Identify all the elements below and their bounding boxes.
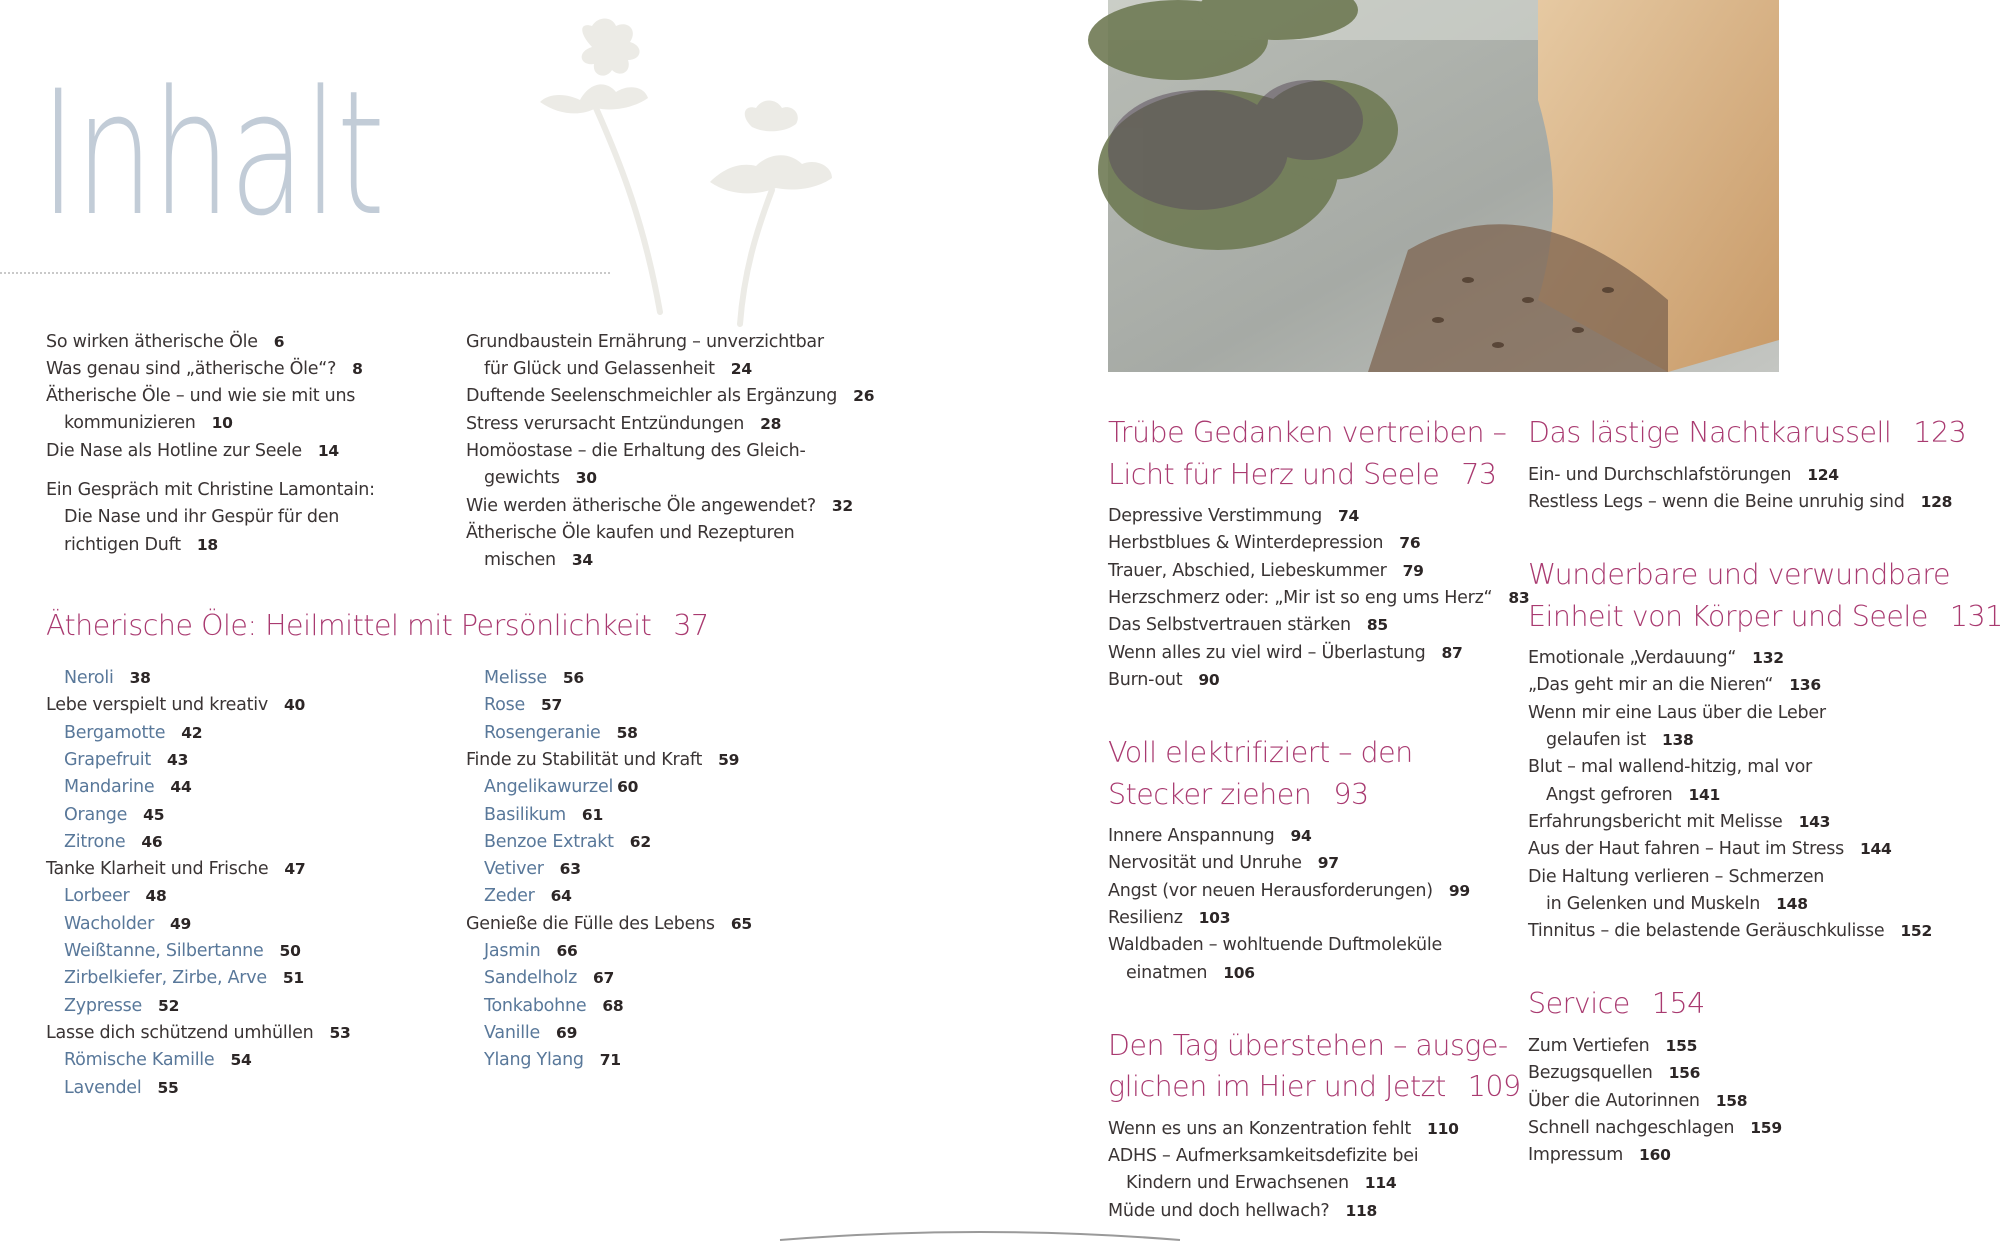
page-number: 71 xyxy=(599,1051,621,1070)
section-title: Wunderbare und verwundbare xyxy=(1528,558,1950,592)
section-title: Voll elektrifiziert – den xyxy=(1108,736,1413,770)
page-number: 48 xyxy=(145,887,167,906)
toc-subentry[interactable] xyxy=(484,665,584,692)
toc-subentry[interactable] xyxy=(484,692,562,719)
page-number: 87 xyxy=(1441,643,1463,662)
page-number: 85 xyxy=(1366,616,1388,635)
page-number: 74 xyxy=(1338,507,1360,525)
section-heading[interactable] xyxy=(1108,1025,1521,1108)
entry-title: Innere Anspannung xyxy=(1108,826,1275,847)
page-number: 118 xyxy=(1345,1201,1378,1220)
entry-title: Lavendel xyxy=(64,1077,142,1098)
page-number: 59 xyxy=(718,750,740,769)
entry-title: Müde und doch hellwach? xyxy=(1108,1200,1330,1221)
entry-title: Lebe verspielt und kreativ xyxy=(46,695,268,716)
page-number: 53 xyxy=(329,1023,351,1042)
page-number: 60 xyxy=(617,778,639,797)
toc-entry[interactable] xyxy=(1108,667,1219,694)
entry-title: Rosengeranie xyxy=(484,722,601,743)
page-number: 128 xyxy=(1920,492,1953,511)
entry-title: Wacholder xyxy=(64,913,155,934)
entry-title: Wenn alles zu viel wird – Überlastung xyxy=(1108,642,1426,663)
section-page-number: 73 xyxy=(1461,457,1497,491)
toc-entry[interactable] xyxy=(1528,1142,1671,1169)
page-number: 63 xyxy=(559,860,581,879)
toc-subentry[interactable] xyxy=(64,720,202,747)
page-number: 99 xyxy=(1448,881,1470,900)
page-number: 156 xyxy=(1668,1064,1701,1083)
toc-entry[interactable] xyxy=(1528,645,1784,672)
entry-title: Grapefruit xyxy=(64,749,152,770)
page-number: 158 xyxy=(1715,1091,1748,1110)
toc-entry[interactable]: Ätherische Öle kaufen und Rezepturen mischen 34 xyxy=(466,523,795,571)
page-number: 45 xyxy=(143,805,165,824)
hero-photo xyxy=(1108,0,1779,372)
entry-title: Sandelholz xyxy=(484,968,578,989)
toc-entry[interactable]: Duftende Seelenschmeichler als Ergänzung 26 xyxy=(466,386,875,406)
toc-entry[interactable] xyxy=(1528,489,1952,516)
section-heading-oils[interactable]: Ätherische Öle: Heilmittel mit Persönlichkeit 37 xyxy=(46,609,709,642)
toc-entry[interactable] xyxy=(1528,918,1932,945)
page-number: 143 xyxy=(1798,812,1831,831)
entry-title: Die Haltung verlieren – Schmerzen xyxy=(1528,866,1825,887)
entry-continuation xyxy=(1528,727,1826,754)
entry-continuation xyxy=(1108,960,1442,987)
page-number: 66 xyxy=(556,942,578,960)
page-number: 90 xyxy=(1198,670,1220,689)
toc-entry[interactable] xyxy=(466,747,739,774)
toc-entry[interactable] xyxy=(1108,905,1230,932)
page-number: 132 xyxy=(1752,649,1784,668)
page-number: 144 xyxy=(1859,840,1892,859)
toc-entry[interactable] xyxy=(46,1020,351,1047)
page-number: 55 xyxy=(157,1078,179,1097)
toc-subentry[interactable] xyxy=(484,802,603,829)
toc-entry[interactable] xyxy=(1528,1060,1700,1087)
page-edge-arc xyxy=(780,1228,1180,1248)
page-number: 148 xyxy=(1776,894,1808,913)
page-number: 43 xyxy=(167,750,189,769)
page-number: 94 xyxy=(1290,827,1312,846)
toc-subentry[interactable] xyxy=(484,1047,621,1074)
toc-subentry[interactable] xyxy=(64,774,192,801)
entry-title: Ein- und Durchschlafstörungen xyxy=(1528,464,1792,485)
entry-title: Erfahrungsbericht mit Melisse xyxy=(1528,811,1783,832)
section-page-number: 123 xyxy=(1913,416,1967,449)
toc-entry[interactable] xyxy=(1528,462,1839,489)
entry-title-cont: gelaufen ist xyxy=(1546,729,1646,750)
page-number: 50 xyxy=(279,942,301,960)
entry-title: Trauer, Abschied, Liebeskummer xyxy=(1108,560,1387,581)
page-number: 38 xyxy=(129,669,151,687)
entry-title: Waldbaden – wohltuende Duftmoleküle xyxy=(1108,935,1443,956)
toc-subentry[interactable] xyxy=(484,993,623,1020)
page-number: 57 xyxy=(540,696,563,715)
page-number: 62 xyxy=(629,832,651,851)
page-number: 155 xyxy=(1665,1036,1698,1055)
page-number: 52 xyxy=(158,996,180,1015)
flower-illustration xyxy=(520,12,860,332)
section-title: Den Tag überstehen – ausge- xyxy=(1108,1028,1508,1062)
toc-entry[interactable] xyxy=(1108,558,1424,585)
entry-title: Restless Legs – wenn die Beine unruhig sind xyxy=(1528,491,1905,512)
toc-entry[interactable] xyxy=(1108,823,1312,850)
toc-entry[interactable]: Grundbaustein Ernährung – unverzichtbar für Glück und Gelassenheit 24 xyxy=(466,332,824,380)
toc-subentry[interactable] xyxy=(64,965,304,992)
page-number: 114 xyxy=(1364,1174,1397,1193)
entry-title: Blut – mal wallend-hitzig, mal vor xyxy=(1528,757,1812,778)
entry-title: „Das geht mir an die Nieren“ xyxy=(1528,675,1774,696)
entry-title: Nervosität und Unruhe xyxy=(1108,853,1302,874)
section-title: Das lästige Nachtkarussell xyxy=(1528,416,1892,449)
toc-subentry[interactable] xyxy=(64,911,191,938)
page-title: Inhalt xyxy=(40,53,384,254)
toc-subentry[interactable] xyxy=(484,883,572,910)
page-number: 42 xyxy=(181,723,203,742)
entry-title: Impressum xyxy=(1528,1145,1624,1166)
entry-title: Zum Vertiefen xyxy=(1528,1035,1650,1056)
page-number: 136 xyxy=(1789,676,1821,695)
entry-title: Emotionale „Verdauung“ xyxy=(1528,648,1737,669)
toc-entry[interactable]: Die Nase als Hotline zur Seele 14 xyxy=(46,441,339,461)
entry-title: Ylang Ylang xyxy=(484,1050,584,1071)
page-number: 79 xyxy=(1402,561,1424,580)
section-title: Trübe Gedanken vertreiben – xyxy=(1108,416,1507,449)
entry-continuation xyxy=(1528,782,1812,809)
toc-entry[interactable] xyxy=(1108,585,1529,612)
toc-subentry[interactable] xyxy=(64,938,301,965)
entry-title: Über die Autorinnen xyxy=(1528,1090,1700,1111)
toc-entry[interactable] xyxy=(1528,754,1812,809)
toc-entry[interactable]: Ätherische Öle – und wie sie mit uns kommunizieren 10 xyxy=(46,386,356,434)
entry-title: Schnell nachgeschlagen xyxy=(1528,1117,1735,1138)
entry-title: Tanke Klarheit und Frische xyxy=(46,859,269,880)
entry-title: Weißtanne, Silbertanne xyxy=(64,941,264,961)
entry-title: Orange xyxy=(64,804,128,825)
section-page-number: 131 xyxy=(1949,599,2003,633)
toc-subentry[interactable] xyxy=(484,720,638,747)
toc-entry[interactable] xyxy=(1528,809,1830,836)
entry-title: Melisse xyxy=(484,668,547,688)
toc-subentry[interactable] xyxy=(64,747,188,774)
entry-title: Angelikawurzel xyxy=(484,777,614,798)
page-number: 124 xyxy=(1807,465,1839,484)
entry-title: Zypresse xyxy=(64,995,143,1016)
entry-title: Lorbeer xyxy=(64,886,130,907)
page-number: 65 xyxy=(730,914,752,933)
toc-entry[interactable]: Wie werden ätherische Öle angewendet? 32 xyxy=(466,496,853,516)
toc-entry[interactable] xyxy=(1108,1116,1459,1143)
entry-title: Neroli xyxy=(64,668,114,688)
page-number: 160 xyxy=(1639,1146,1671,1165)
entry-title: Basilikum xyxy=(484,804,566,825)
toc-entry[interactable] xyxy=(1528,1033,1697,1060)
entry-title: Zitrone xyxy=(64,831,126,852)
toc-entry[interactable] xyxy=(466,911,752,938)
toc-entry[interactable] xyxy=(1528,1088,1747,1115)
toc-entry[interactable]: Was genau sind „ätherische Öle“? 8 xyxy=(46,359,363,379)
toc-entry[interactable] xyxy=(1528,836,1892,863)
toc-entry[interactable] xyxy=(46,856,305,883)
page-number: 68 xyxy=(602,996,624,1015)
page-number: 83 xyxy=(1508,588,1530,607)
toc-entry[interactable] xyxy=(1108,612,1388,639)
toc-subentry[interactable] xyxy=(484,774,638,801)
page-number: 69 xyxy=(556,1023,578,1042)
toc-subentry[interactable] xyxy=(64,802,164,829)
page-number: 110 xyxy=(1427,1119,1459,1138)
page-number: 61 xyxy=(581,805,603,824)
toc-entry[interactable] xyxy=(1528,700,1826,755)
entry-title: Wenn mir eine Laus über die Leber xyxy=(1528,702,1826,723)
toc-entry[interactable]: Homöostase – die Erhaltung des Gleich- gewichts 30 xyxy=(466,441,806,489)
page-number: 51 xyxy=(282,969,304,988)
entry-title: Herzschmerz oder: „Mir ist so eng ums Herz“ xyxy=(1108,587,1493,608)
section-title: Service xyxy=(1528,987,1630,1021)
page-number: 64 xyxy=(550,887,572,906)
page-number: 141 xyxy=(1688,785,1721,804)
page-number: 54 xyxy=(230,1051,252,1070)
entry-title: Aus der Haut fahren – Haut im Stress xyxy=(1528,839,1844,860)
toc-entry[interactable] xyxy=(1108,503,1359,530)
toc-subentry[interactable] xyxy=(484,829,651,856)
section-heading[interactable] xyxy=(1528,412,1966,454)
page-number: 138 xyxy=(1661,730,1694,749)
toc-subentry[interactable] xyxy=(64,993,179,1020)
entry-title: Burn-out xyxy=(1108,669,1183,690)
entry-title: Bezugsquellen xyxy=(1528,1063,1653,1084)
page-number: 97 xyxy=(1317,854,1339,873)
entry-continuation xyxy=(1108,1170,1418,1197)
entry-continuation xyxy=(1528,891,1824,918)
entry-title: Rose xyxy=(484,695,525,716)
page-number: 56 xyxy=(562,669,584,687)
toc-subentry[interactable] xyxy=(64,883,167,910)
section-heading[interactable] xyxy=(1108,732,1413,815)
toc-entry[interactable] xyxy=(1108,1143,1418,1198)
entry-title: Benzoe Extrakt xyxy=(484,831,614,852)
page-number: 44 xyxy=(170,778,192,797)
page-number: 159 xyxy=(1750,1118,1782,1137)
section-heading[interactable] xyxy=(1108,412,1506,495)
section-page-number: 93 xyxy=(1333,777,1369,811)
toc-entry[interactable] xyxy=(46,692,305,719)
page-number: 103 xyxy=(1198,909,1231,927)
toc-entry[interactable]: Ein Gespräch mit Christine Lamontain: Die Nase und ihr Gespür für den richtigen Duft 18 xyxy=(46,480,375,555)
toc-subentry[interactable] xyxy=(64,1075,179,1102)
toc-subentry[interactable] xyxy=(484,1020,577,1047)
toc-entry[interactable] xyxy=(1108,1198,1377,1225)
page-number: 58 xyxy=(616,723,638,742)
entry-title: Angst (vor neuen Herausforderungen) xyxy=(1108,880,1433,901)
entry-title: Resilienz xyxy=(1108,908,1183,928)
entry-title: Tinnitus – die belastende Geräuschkulisse xyxy=(1528,921,1885,942)
toc-entry[interactable] xyxy=(1108,932,1442,987)
toc-entry[interactable] xyxy=(1108,878,1470,905)
toc-entry[interactable] xyxy=(1108,850,1339,877)
entry-title: Genieße die Fülle des Lebens xyxy=(466,913,715,934)
toc-subentry[interactable] xyxy=(484,938,578,965)
toc-entry[interactable]: Stress verursacht Entzündungen 28 xyxy=(466,414,782,434)
entry-title: Zirbelkiefer, Zirbe, Arve xyxy=(64,968,267,989)
entry-title: Vetiver xyxy=(484,859,544,880)
entry-title-cont: Kindern und Erwachsenen xyxy=(1126,1173,1349,1194)
entry-title: Depressive Verstimmung xyxy=(1108,506,1323,526)
title-divider xyxy=(0,272,610,274)
entry-title: Jasmin xyxy=(484,941,541,961)
section-title-line2: Einheit von Körper und Seele xyxy=(1528,599,1928,633)
section-page-number: 154 xyxy=(1651,987,1705,1021)
page-number: 152 xyxy=(1900,922,1932,941)
page-number: 40 xyxy=(283,696,306,715)
section-heading[interactable] xyxy=(1528,554,2003,637)
entry-title: Herbstblues & Winterdepression xyxy=(1108,533,1384,554)
section-page-number: 109 xyxy=(1467,1070,1521,1104)
section-title-line2: Licht für Herz und Seele xyxy=(1108,457,1440,491)
entry-title: Vanille xyxy=(484,1022,541,1043)
entry-title: Zeder xyxy=(484,886,535,907)
entry-title: Wenn es uns an Konzentration fehlt xyxy=(1108,1118,1412,1139)
toc-entry[interactable] xyxy=(1528,1115,1782,1142)
entry-title: Mandarine xyxy=(64,777,155,798)
entry-title-cont: Angst gefroren xyxy=(1546,784,1673,805)
toc-subentry[interactable] xyxy=(64,1047,252,1074)
section-title-line2: Stecker ziehen xyxy=(1108,777,1312,811)
toc-subentry[interactable] xyxy=(64,829,162,856)
page-number: 67 xyxy=(593,969,615,988)
section-heading[interactable] xyxy=(1528,983,1705,1025)
toc-subentry[interactable] xyxy=(484,856,581,883)
entry-title: Das Selbstvertrauen stärken xyxy=(1108,615,1351,636)
page-number: 106 xyxy=(1223,963,1255,982)
page-number: 46 xyxy=(141,832,163,851)
entry-title: Finde zu Stabilität und Kraft xyxy=(466,749,703,770)
toc-entry[interactable] xyxy=(1108,640,1463,667)
toc-subentry[interactable] xyxy=(64,665,151,692)
entry-title: ADHS – Aufmerksamkeitsdefizite bei xyxy=(1108,1146,1419,1167)
page-number: 49 xyxy=(170,914,192,933)
entry-title: Römische Kamille xyxy=(64,1050,215,1071)
toc-entry[interactable] xyxy=(1528,864,1824,919)
page-number: 47 xyxy=(284,860,306,879)
toc-entry[interactable]: So wirken ätherische Öle 6 xyxy=(46,332,285,352)
entry-title-cont: einatmen xyxy=(1126,962,1208,983)
toc-subentry[interactable] xyxy=(484,965,614,992)
toc-entry[interactable] xyxy=(1108,530,1420,557)
entry-title: Tonkabohne xyxy=(484,995,587,1016)
page-number: 76 xyxy=(1399,534,1421,553)
entry-title-cont: in Gelenken und Muskeln xyxy=(1546,893,1761,914)
toc-entry[interactable] xyxy=(1528,672,1821,699)
section-title-line2: glichen im Hier und Jetzt xyxy=(1108,1070,1446,1104)
entry-title: Lasse dich schützend umhüllen xyxy=(46,1022,314,1043)
entry-title: Bergamotte xyxy=(64,722,166,743)
